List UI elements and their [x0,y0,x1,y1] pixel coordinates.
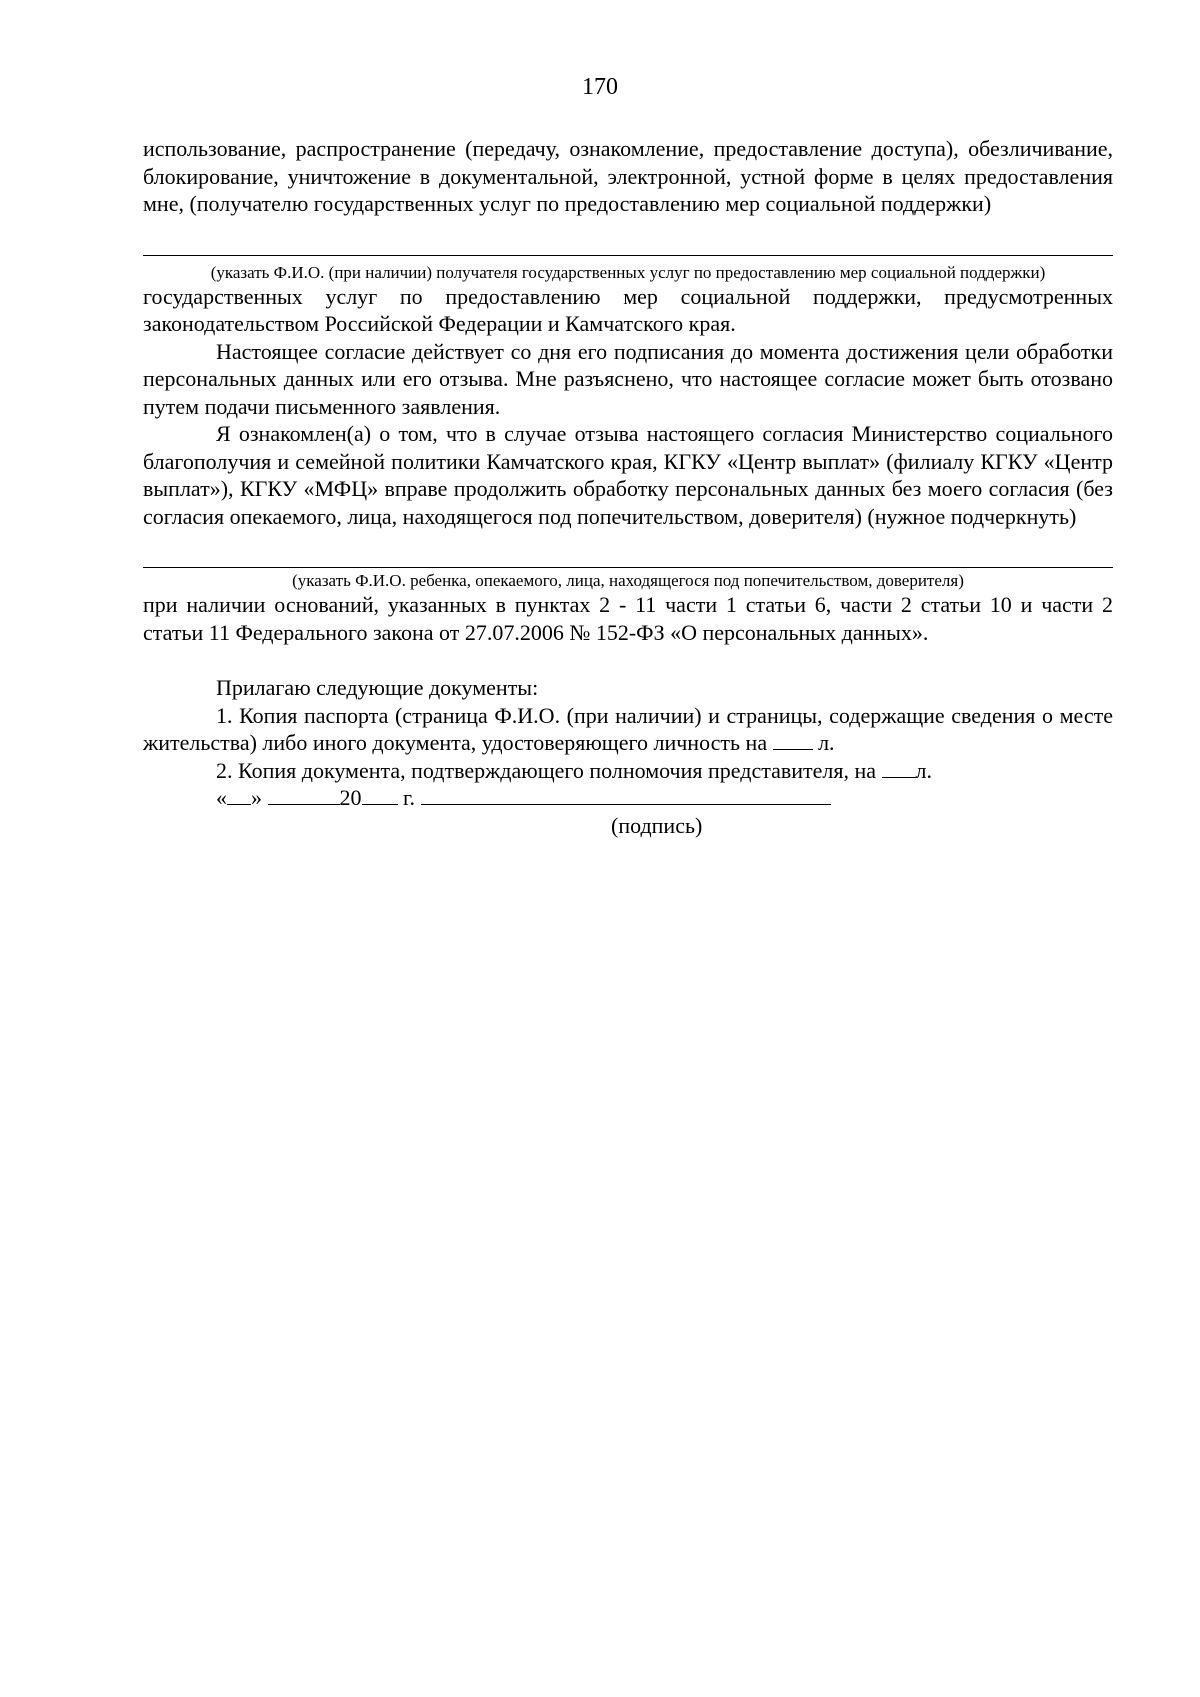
year-blank [362,784,398,805]
passport-pages-unit: л. [818,730,835,755]
year-prefix: 20 [339,785,362,810]
signature-caption: (подпись) [611,812,703,838]
day-blank [227,784,251,805]
child-name-caption: (указать Ф.И.О. ребенка, опекаемого, лица, находящегося под попечительством, доверителя) [292,571,964,590]
date-close-quote: » [251,785,262,810]
attachments-heading: Прилагаю следующие документы: [216,675,539,700]
recipient-name-line [143,255,1113,256]
attachment-item-passport-text: 1. Копия паспорта (страница Ф.И.О. (при наличии) и страницы, содержащие сведения о месте жительства) либо иного документа, удостоверяющего личность на [143,702,1113,755]
consent-paragraph-legal-basis: при наличии оснований, указанных в пунктах 2 - 11 части 1 статьи 6, части 2 статьи 10 и части 2 статьи 11 Федерального закона от 27.07.2006 № 152-ФЗ «О персональных данных». [143,592,1113,645]
date-open-quote: « [216,785,227,810]
spacer [143,646,1113,674]
page-number: 170 [582,74,618,100]
attachment-item-passport [143,702,1113,757]
recipient-name-caption: (указать Ф.И.О. (при наличии) получателя государственных услуг по предоставлению мер социальной поддержки) [210,262,1046,282]
child-name-line [143,567,1113,568]
passport-pages-blank [773,729,813,750]
consent-paragraph-services: государственных услуг по предоставлению мер социальной поддержки, предусмотренных законодательством Российской Федерации и Камчатского края. [143,283,1113,336]
signature-date-line [143,784,1113,812]
document-body [143,135,1113,839]
authority-pages-blank [882,757,916,778]
authority-pages-unit: л. [915,757,933,783]
attachment-item-authority-text: 2. Копия документа, подтверждающего полномочия представителя, на [216,757,877,783]
signature-blank [421,784,831,805]
year-suffix: г. [403,785,416,810]
month-blank [268,784,340,805]
consent-paragraph-validity: Настоящее согласие действует со дня его подписания до момента достижения цели обработки персональных данных или его отзыва. Мне разъяснено, что настоящее согласие может быть отозвано путем подачи письменного заявления. [143,338,1113,419]
consent-paragraph-usage: использование, распространение (передачу, ознакомление, предоставление доступа), обезличивание, блокирование, уничтожение в документальной, электронной, устной форме в целях предоставления мне, (получателю государственных услуг по предоставлению мер социальной поддержки) [143,136,1113,216]
consent-paragraph-withdrawal: Я ознакомлен(а) о том, что в случае отзыва настоящего согласия Министерство социального благополучия и семейной политики Камчатского края, КГКУ «Центр выплат» (филиалу КГКУ «Центр выплат»), КГКУ «МФЦ» вправе продолжить обработку персональных данных без моего согласия (без согласия опекаемого, лица, находящегося под попечительством, доверителя) (нужное подчеркнуть) [143,421,1113,529]
attachment-item-authority [143,757,1113,785]
